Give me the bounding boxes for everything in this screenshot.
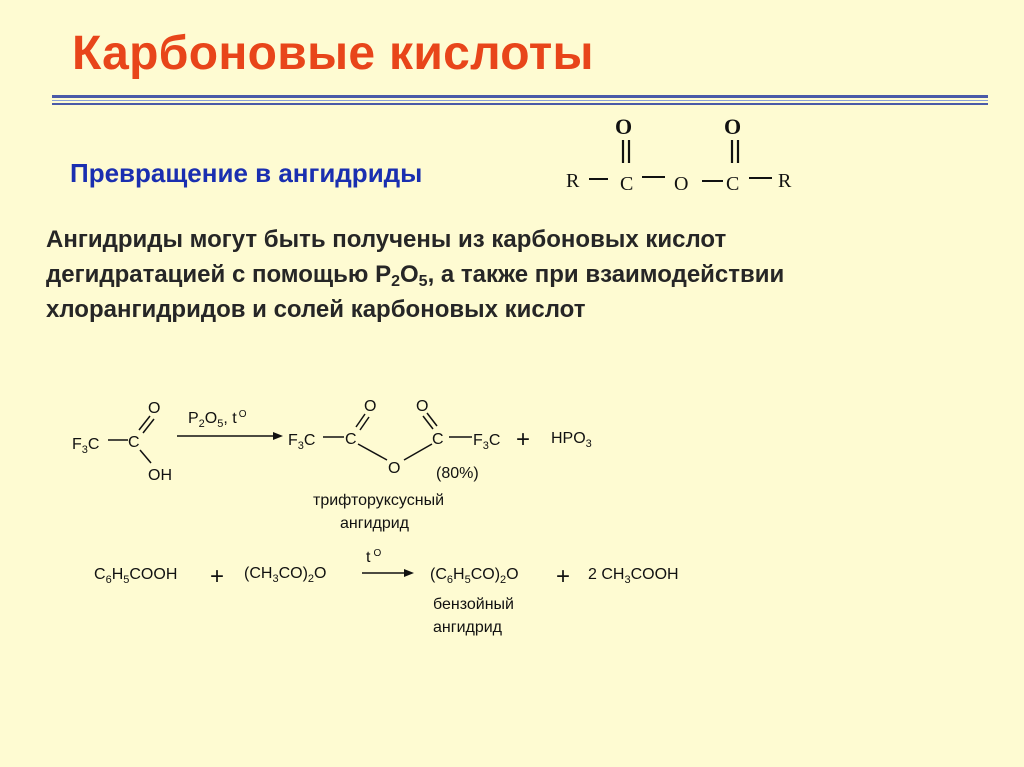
r1-reactant-oh-bond — [140, 450, 151, 463]
r1-product-f-left-sub: 3 — [297, 440, 304, 452]
r1-reagent — [188, 409, 247, 430]
slide-title: Карбоновые кислоты — [72, 27, 594, 80]
r1-product-f-left: F — [288, 432, 298, 449]
r2-reactant1-c-sub: 6 — [105, 574, 112, 586]
r2-reactant1-h-sub: 5 — [123, 574, 130, 586]
r1-product-name-line2: ангидрид — [340, 515, 410, 532]
r2-product-name-line2: ангидрид — [433, 619, 503, 636]
r1-product-bridge-bond-2 — [404, 444, 432, 460]
r2-product-sub2: 5 — [464, 574, 471, 586]
body-line-2-b: O — [400, 261, 419, 288]
r1-product-c1: C — [345, 431, 357, 448]
r2-condition — [366, 548, 381, 566]
r2-reactant1 — [94, 566, 177, 586]
r2-reactant1-tail: COOH — [129, 566, 178, 583]
r1-product-bridge-o: O — [388, 460, 401, 477]
r1-plus: + — [516, 426, 531, 453]
r1-reactant-oh: OH — [148, 467, 172, 484]
r2-product — [430, 566, 519, 586]
r1-reagent-p: P — [188, 410, 199, 427]
r1-byproduct-sub: 3 — [585, 438, 592, 450]
r2-reactant2-sub: 3 — [272, 573, 279, 585]
r1-reactant-c: C — [87, 436, 100, 453]
r2-condition-t: t — [366, 549, 371, 566]
r2-reactant2-b: CO) — [278, 565, 308, 582]
r2-reactant2-c: O — [314, 565, 327, 582]
r2-plus-2: + — [556, 563, 571, 590]
r1-reactant-o: O — [148, 400, 161, 417]
r2-reactant2-sub2: 2 — [307, 573, 315, 585]
r1-product-name-line1: трифторуксусный — [313, 492, 445, 509]
r1-reactant-carbon: C — [128, 434, 140, 451]
r1-product-f3c-right — [473, 432, 500, 452]
r1-reactant-double-bond-a — [139, 416, 150, 430]
general-anhydride-formula — [566, 114, 792, 195]
r2-byproduct-b: COOH — [630, 566, 679, 583]
r2-product-sub1: 6 — [446, 574, 454, 586]
r2-product-a: (C — [430, 566, 447, 583]
r1-reactant-f-sub: 3 — [81, 444, 88, 456]
r2-reactant1-h: H — [111, 566, 124, 583]
r2-plus-1: + — [210, 563, 225, 590]
body-line-3: хлорангидридов и солей карбоновых кислот — [46, 296, 586, 323]
formula-o-right: O — [724, 114, 742, 139]
r2-byproduct-a: 2 CH — [588, 566, 625, 583]
r1-product-f3c-left — [288, 432, 315, 452]
body-line-2-a: дегидратацией с помощью P — [46, 261, 392, 288]
reaction-1 — [72, 398, 592, 532]
r2-reactant2-a: (CH — [244, 565, 273, 582]
formula-r-right: R — [778, 170, 792, 192]
r2-byproduct-sub: 3 — [624, 574, 631, 586]
r1-arrow-head — [273, 432, 283, 440]
r1-reagent-o: O — [204, 410, 218, 427]
r1-product-f-right-sub: 3 — [482, 440, 489, 452]
r1-reagent-p-sub: 2 — [198, 418, 205, 430]
r2-byproduct — [588, 566, 679, 586]
reaction-2 — [94, 548, 679, 636]
r1-product-c-right-tail: C — [488, 432, 501, 449]
r1-reactant-f3c — [72, 436, 99, 456]
r1-reagent-deg: O — [238, 409, 247, 420]
r1-byproduct-h: HPO — [551, 430, 586, 447]
r2-product-c: CO) — [470, 566, 501, 583]
r2-product-name-line1: бензойный — [433, 596, 514, 613]
formula-r-left: R — [566, 170, 580, 192]
body-line-2-c: , а также при взаимодействии — [427, 261, 785, 288]
formula-o-left: O — [615, 114, 633, 139]
r2-reactant2 — [244, 565, 326, 585]
formula-c-left: C — [620, 173, 634, 195]
r1-byproduct — [551, 430, 592, 450]
r2-product-sub3: 2 — [500, 574, 507, 586]
r2-product-b: H — [453, 566, 465, 583]
r1-yield: (80%) — [436, 465, 479, 482]
r1-product-c2: C — [432, 431, 444, 448]
r2-reactant1-c: C — [94, 566, 106, 583]
r1-reactant-f: F — [72, 436, 82, 453]
body-line-2-sub2: 5 — [418, 273, 428, 290]
r1-reagent-o-sub: 5 — [217, 418, 224, 430]
r1-reagent-t: , t — [223, 410, 237, 427]
body-line-1: Ангидриды могут быть получены из карбоновых кислот — [46, 226, 727, 253]
r1-reactant-double-bond-b — [143, 419, 154, 433]
r2-arrow-head — [404, 569, 414, 577]
section-subtitle: Превращение в ангидриды — [70, 158, 423, 188]
r1-product-o2: O — [416, 398, 429, 415]
r1-product-f-right: F — [473, 432, 483, 449]
formula-c-right: C — [726, 173, 740, 195]
r2-product-d: O — [506, 566, 519, 583]
r2-condition-deg: O — [373, 548, 382, 559]
r1-product-o1: O — [364, 398, 377, 415]
body-line-2-sub1: 2 — [391, 273, 400, 290]
formula-o-bridge: O — [674, 173, 689, 195]
r1-product-bridge-bond-1 — [358, 444, 387, 460]
r1-product-c-left-tail: C — [303, 432, 316, 449]
